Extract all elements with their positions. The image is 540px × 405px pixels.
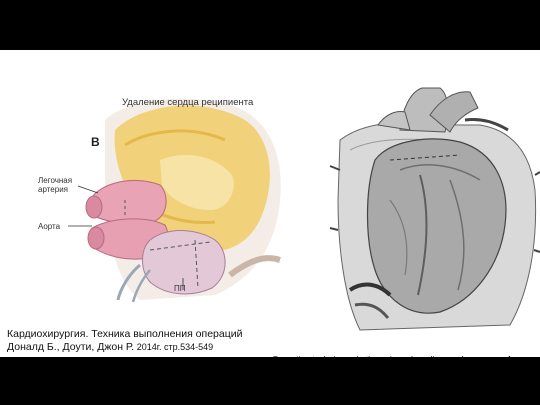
caption-left-authors: Доналд Б., Доути, Джон Р. — [7, 341, 134, 354]
aorta-label: Аорта — [38, 222, 61, 231]
pulmonary-artery-label-line1: Легочная — [38, 176, 73, 185]
top-letterbox — [0, 0, 540, 50]
caption-left-line1: Кардиохирургия. Техника выполнения операций — [7, 328, 243, 340]
caption-left-pages: 2014г. стр.534-549 — [136, 342, 214, 353]
panel-letter: В — [91, 135, 100, 149]
figure-title: Удаление сердца реципиента — [122, 97, 254, 108]
slide — [0, 50, 540, 357]
right-atrium-label: ПП — [174, 284, 186, 293]
grayscale-heart-illustration — [330, 80, 540, 340]
bottom-letterbox — [0, 357, 540, 405]
pulmonary-artery-label-line2: артерия — [38, 185, 68, 195]
pulmonary-artery-label — [38, 176, 72, 194]
caption-left — [7, 328, 242, 354]
